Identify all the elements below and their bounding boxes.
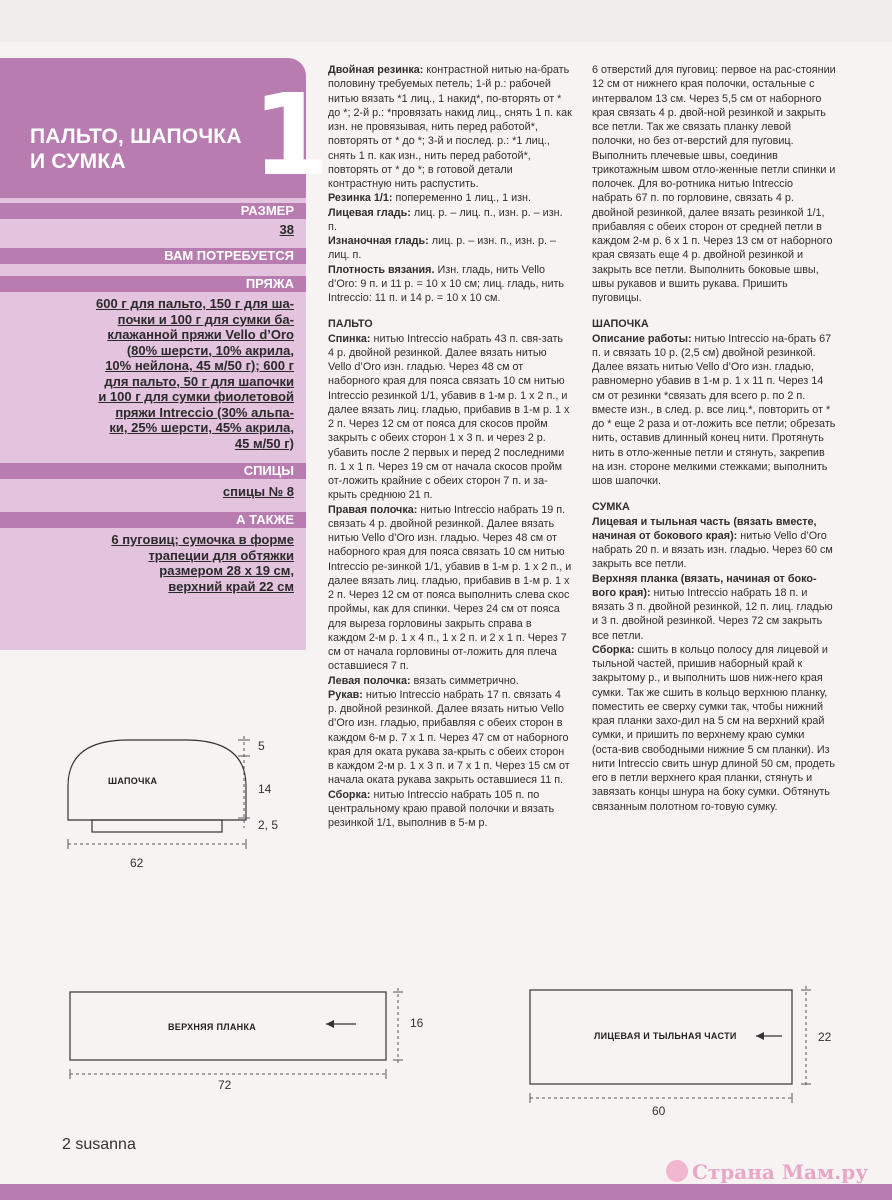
size-value: 38 bbox=[279, 222, 294, 237]
pattern-number: 1 bbox=[252, 71, 330, 201]
sidebar-line: для пальто, 50 г для шапочки bbox=[104, 373, 294, 389]
paragraph: Двойная резинка: контрастной нитью на-брать половину требуемых петель; 1-й р.: рабочей нитью вязать *1 лиц., 1 накид*, по-вторять от * до *; 2-й р.: *провязать накид лиц., снять 1 п. как изн. не провязывая, нить перед работой*, повторять от * до *; 3-й и послед. р.: *1 лиц., снять 1 п. как изн., нить перед работой*, повторять от * до *; в готовой детали контрастную нить распустить. bbox=[328, 64, 572, 190]
needles-label: СПИЦЫ bbox=[0, 463, 306, 479]
dimension-label: 60 bbox=[652, 1104, 666, 1118]
size-label: РАЗМЕР bbox=[0, 203, 306, 219]
sidebar-line: верхний край 22 см bbox=[168, 578, 294, 594]
watermark: Страна Мам.ру bbox=[692, 1160, 869, 1184]
sidebar-line: (80% шерсти, 10% акрила, bbox=[126, 342, 294, 358]
yarn-text bbox=[96, 296, 294, 451]
paragraph: Сборка: нитью Intreccio набрать 105 п. по центральному краю правой полочки и вязать резинкой 1/1, выполнив в 5-м р. bbox=[328, 788, 555, 829]
dimension-label: 2, 5 bbox=[258, 818, 279, 832]
page-number: 2 susanna bbox=[62, 1136, 136, 1153]
sidebar-line: размером 28 х 19 см, bbox=[159, 563, 294, 578]
needles-value: спицы № 8 bbox=[222, 484, 294, 499]
section-heading-coat: ПАЛЬТО bbox=[328, 318, 373, 331]
also-label: А ТАКЖЕ bbox=[0, 512, 306, 528]
hat-label: ШАПОЧКА bbox=[108, 776, 158, 786]
dimension-label: 14 bbox=[258, 782, 272, 796]
strip-label: ВЕРХНЯЯ ПЛАНКА bbox=[168, 1022, 257, 1032]
dimension-label: 22 bbox=[818, 1030, 832, 1044]
sidebar-line: почки и 100 г для сумки ба- bbox=[117, 311, 294, 327]
section-heading-hat: ШАПОЧКА bbox=[592, 318, 649, 331]
page-top-band bbox=[0, 0, 892, 42]
sidebar-line: 6 пуговиц; сумочка в форме bbox=[111, 532, 294, 547]
paragraph: Рукав: нитью Intreccio набрать 17 п. связать 4 р. двойной резинкой. Далее вязать нитью Vello d’Oro изн. гладью, прибавляя с обеих сторон в каждом 6-м р. 7 х 1 п. Через 47 см от наборного края для оката рукава за-крыть с обеих сторон в каждом 2-м р. 1 х 3 п. и 7 х 1 п. Через 15 см от начала оката рукава закрыть оставшиеся 11 п. bbox=[328, 688, 570, 787]
paragraph: Верхняя планка (вязать, начиная от боко-вого края): нитью Intreccio набрать 18 п. и вязать 3 п. двойной резинкой, 12 п. лиц. гладью и 3 п. двойной резинкой. Через 72 см закрыть все петли. bbox=[592, 572, 833, 642]
paragraph: Описание работы: нитью Intreccio на-брать 67 п. и связать 10 р. (2,5 см) двойной резинкой. Далее вязать нитью Vello d’Oro изн. гладью, равномерно убавив в 1-м р. 1 х 11 п. Через 14 см от резинки *связать для всего р. по 2 п. вместе изн., в след. р. все лиц.*, повторить от * до * еще 2 раза и от-ложить все петли; обрезать нить, оставив длинный конец нити. Протянуть нить в отло-женные петли и стянуть, закрепив на изн. стороне мелкими стежками; выполнить шов шапочки. bbox=[592, 332, 836, 487]
sidebar-line: 10% нейлона, 45 м/50 г); 600 г bbox=[105, 358, 294, 373]
watermark-icon bbox=[666, 1160, 688, 1182]
paragraph: Сборка: сшить в кольцо полосу для лицевой и тыльной частей, пришив наборный край к закрытому р., и выполнить шов ниж-него края сумки. Так же сшить в кольцо верхнюю планку, поместить ее сверху сумки так, чтобы нижний края планки захо-дил на 5 см на верхний край сумки, и пришить по верхнему краю сумки (оста-вив свободными нижние 5 см планки). Из нити Intreccio свить шнур длиной 50 см, продеть его в петли верхнего края планки, стянуть и завязать концы шнура на боку сумки. Обтянуть связанным полотном го-товую сумку. bbox=[592, 643, 836, 813]
section-heading-bag: СУМКА bbox=[592, 501, 630, 514]
sidebar-line: клажанной пряжи Vello d’Oro bbox=[107, 327, 294, 342]
sidebar-line: 600 г для пальто, 150 г для ша- bbox=[95, 296, 294, 311]
text-column-1 bbox=[328, 63, 572, 830]
sidebar-line: 45 м/50 г) bbox=[234, 435, 294, 451]
dimension-label: 62 bbox=[130, 856, 144, 870]
footer-band bbox=[0, 1184, 892, 1200]
paragraph: 6 отверстий для пуговиц: первое на рас-стоянии 12 см от нижнего края полочки, остальные с интервалом 13 см. Через 5,5 см от наборного края связать 4 р. двой-ной резинкой и закрыть все петли. Так же связать планку левой полочки, но без от-верстий для пуговиц. Выполнить плечевые швы, соединив трикотажным швом отло-женные петли спинки и полочек. Для во-ротника нитью Intreccio набрать 67 п. по горловине, связать 4 р. двойной резинкой, далее вязать резинкой 1/1, прибавляя с обеих сторон от средней петли в каждом 2-м р. 6 х 1 п. Через 13 см от наборного края связать еще 4 р. двойной резинкой и закрыть все петли. Выполнить боковые швы, швы рукавов и вшить рукава. Пришить пуговицы. bbox=[592, 64, 836, 304]
paragraph: Правая полочка: нитью Intreccio набрать 19 п. связать 4 р. двойной резинкой. Далее вязать нитью Vello d’Oro изн. гладью. Через 48 см от наборного края для пояса связать 10 см нитью Intreccio ре-зинкой 1/1, убавив в 1-м р. 1 х 2 п., и далее вязать лиц. гладью, прибавив в 1-м р. 1 х 2 п. Через 12 см от пояса выполнить слева скос проймы, как для спинки. Через 24 см от пояса для выреза горловины закрыть справа в каждом 2-м р. 1 х 4 п., 1 х 2 п. и 2 х 1 п. Через 7 см от начала горловины от-ложить для плеча оставшиеся 7 п. bbox=[328, 503, 572, 673]
paragraph: Изнаночная гладь: лиц. р. – изн. п., изн. р. – лиц. п. bbox=[328, 235, 557, 262]
yarn-label: ПРЯЖА bbox=[0, 276, 306, 292]
need-label: ВАМ ПОТРЕБУЕТСЯ bbox=[0, 248, 306, 264]
also-text bbox=[111, 532, 294, 594]
paragraph: Лицевая и тыльная часть (вязать вместе, начиная от бокового края): нитью Vello d’Oro набрать 20 п. и вязать изн. гладью. Через 60 см закрыть все петли. bbox=[592, 515, 833, 571]
top-strip-schematic bbox=[60, 980, 420, 1100]
dimension-label: 72 bbox=[218, 1078, 232, 1092]
hat-band bbox=[92, 820, 222, 832]
body-label: ЛИЦЕВАЯ И ТЫЛЬНАЯ ЧАСТИ bbox=[594, 1031, 737, 1041]
text-column-2 bbox=[592, 63, 836, 814]
page-title: ПАЛЬТО, ШАПОЧКА И СУМКА bbox=[30, 125, 242, 173]
paragraph: Резинка 1/1: попеременно 1 лиц., 1 изн. bbox=[328, 192, 532, 205]
sidebar-line: трапеции для обтяжки bbox=[148, 547, 294, 563]
dimension-label: 16 bbox=[410, 1016, 424, 1030]
sidebar-line: пряжи Intreccio (30% альпа- bbox=[115, 404, 294, 420]
bag-body-schematic bbox=[520, 978, 850, 1108]
paragraph: Спинка: нитью Intreccio набрать 43 п. свя-зать 4 р. двойной резинкой. Далее вязать нитью Vello d’Oro изн. гладью. Через 48 см от наборного края для пояса связать 10 см нитью Intreccio резинкой 1/1, убавив в 1-м р. 1 х 2 п., и далее вязать лиц. гладью, прибавив в 1-м р. 1 х 2 п. Через 12 см от пояса для скосов пройм закрыть с обеих сторон 1 х 3 п. и через 2 р. убавить после 2 первых и перед 2 последними п. 1 х 1 п. Через 19 см от начала скосов пройм от-ложить крайние с обеих сторон 7 п. и за-крыть среднюю 21 п. bbox=[328, 332, 570, 502]
dimension-label: 5 bbox=[258, 739, 265, 753]
paragraph: Плотность вязания. Изн. гладь, нить Vello d’Oro: 9 п. и 11 р. = 10 х 10 см; лиц. гладь, нить Intreccio: 11 п. и 14 р. = 10 х 10 см. bbox=[328, 263, 565, 304]
sidebar-line: ки, 25% шерсти, 45% акрила, bbox=[109, 420, 294, 435]
paragraph: Левая полочка: вязать симметрично. bbox=[328, 674, 519, 687]
paragraph: Лицевая гладь: лиц. р. – лиц. п., изн. р. – изн. п. bbox=[328, 206, 563, 233]
sidebar-line: и 100 г для сумки фиолетовой bbox=[98, 389, 294, 404]
